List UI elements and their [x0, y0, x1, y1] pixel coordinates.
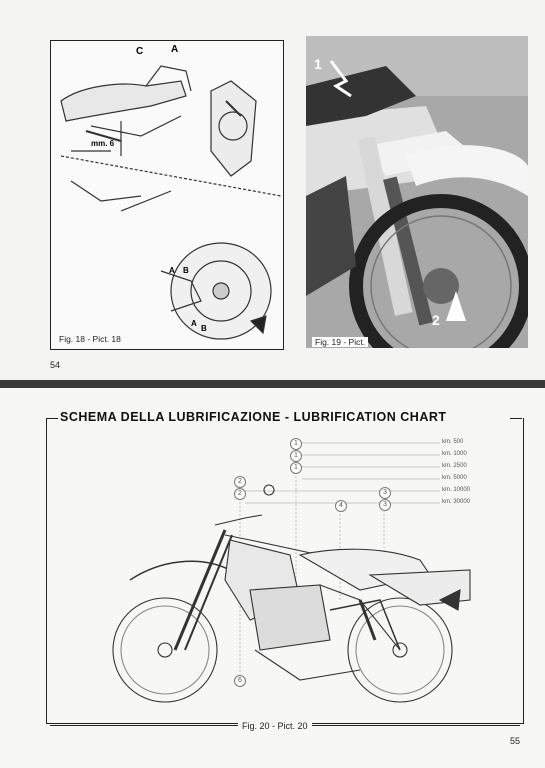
marker-1a: 1	[290, 438, 302, 450]
fig18-caption: Fig. 18 - Pict. 18	[59, 334, 121, 344]
label-mm6: mm. 6	[91, 139, 115, 148]
fig20-caption: Fig. 20 - Pict. 20	[238, 721, 312, 731]
marker-3b: 3	[379, 499, 391, 511]
marker-3a: 3	[379, 487, 391, 499]
interval-10000: km. 10000	[442, 487, 471, 493]
page-number-55: 55	[510, 736, 521, 746]
label-1: 1	[314, 56, 322, 72]
label-b3: B	[201, 324, 207, 333]
interval-2500: km. 2500	[442, 463, 467, 469]
page-number-54: 54	[50, 360, 61, 370]
marker-1b: 1	[290, 450, 302, 462]
label-2: 2	[432, 312, 440, 328]
label-a3: A	[191, 319, 197, 328]
label-a2: A	[169, 266, 175, 275]
label-c: C	[136, 46, 144, 57]
marker-4: 4	[335, 500, 347, 512]
interval-1000: km. 1000	[442, 451, 467, 457]
interval-500: km. 500	[442, 439, 464, 445]
interval-5000: km. 5000	[442, 475, 467, 481]
interval-30000: km. 30000	[442, 499, 471, 505]
lubrication-chart-title: SCHEMA DELLA LUBRIFICAZIONE - LUBRIFICATION CHART	[60, 410, 447, 424]
fig19-caption: Fig. 19 - Pict.	[312, 337, 368, 347]
marker-6: 6	[234, 675, 246, 687]
marker-1c: 1	[290, 462, 302, 474]
label-a: A	[171, 44, 179, 55]
marker-2a: 2	[234, 476, 246, 488]
label-b2: B	[183, 266, 189, 275]
marker-2b: 2	[234, 488, 246, 500]
